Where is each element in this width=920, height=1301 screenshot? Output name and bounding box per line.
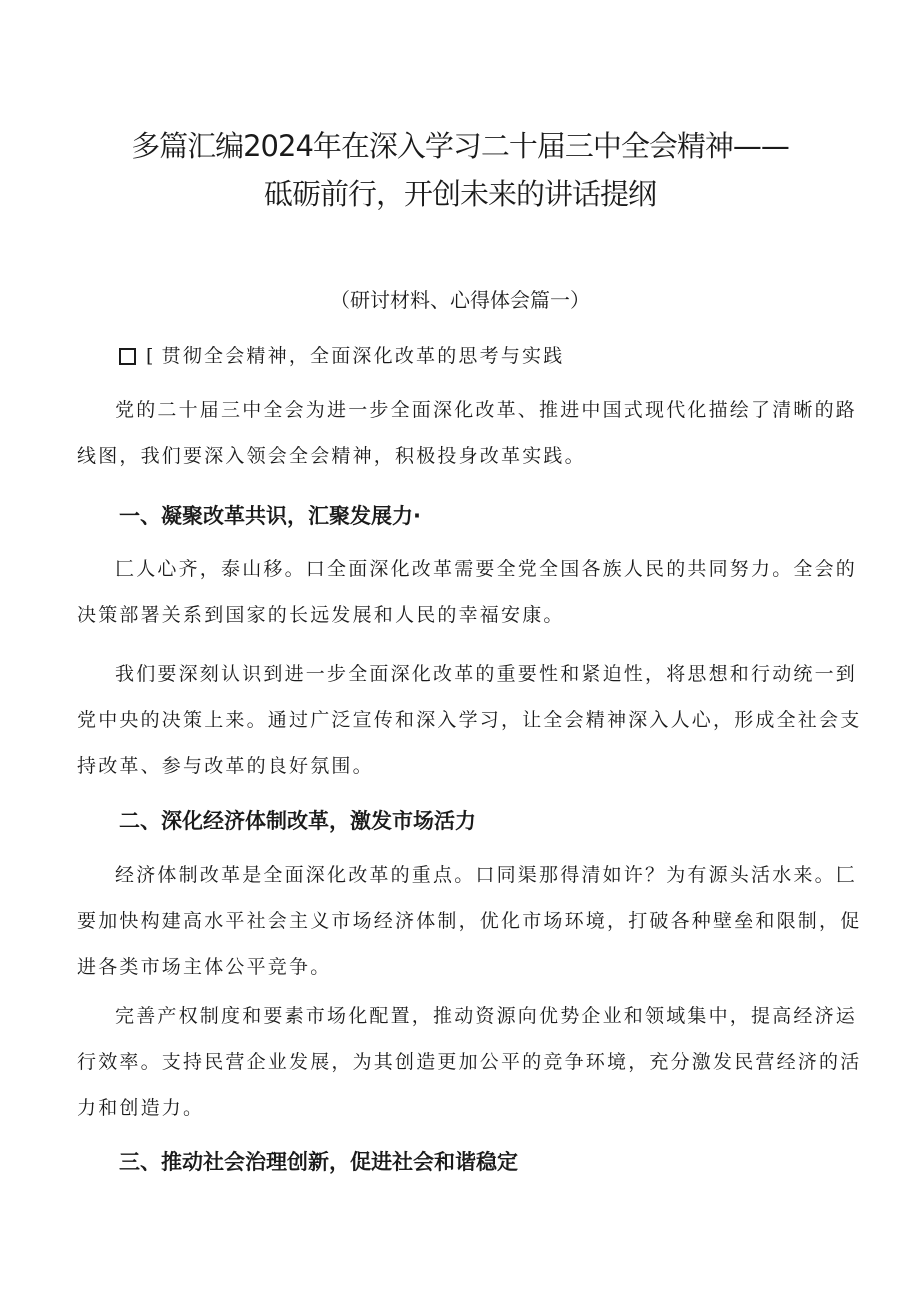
section-1-paragraph-1: 匚人心齐，泰山移。口全面深化改革需要全党全国各族人民的共同努力。全会的决策部署关系到国家的长远发展和人民的幸福安康。 bbox=[77, 558, 858, 626]
section-2-heading: 二、深化经济体制改革，激发市场活力 bbox=[119, 809, 476, 833]
section-2-paragraph-1: 经济体制改革是全面深化改革的重点。口同渠那得清如许？为有源头活水来。匚要加快构建高水平社会主义市场经济体制，优化市场环境，打破各种壁垒和限制，促进各类市场主体公平竞争。 bbox=[77, 864, 862, 978]
lead-line bbox=[119, 340, 859, 372]
section-1-paragraph-2: 我们要深刻认识到进一步全面深化改革的重要性和紧迫性，将思想和行动统一到党中央的决策上来。通过广泛宣传和深入学习，让全会精神深入人心，形成全社会支持改革、参与改革的良好氛围。 bbox=[77, 663, 862, 777]
lead-bracket: [ bbox=[146, 345, 156, 367]
lead-text: 贯彻全会精神，全面深化改革的思考与实践 bbox=[161, 345, 565, 367]
section-3-heading: 三、推动社会治理创新，促进社会和谐稳定 bbox=[119, 1150, 518, 1174]
document-subtitle: （研讨材料、心得体会篇一） bbox=[330, 288, 590, 312]
document-title-line-1: 多篇汇编2024年在深入学习二十届三中全会精神—— bbox=[131, 129, 789, 163]
section-2-paragraph-2: 完善产权制度和要素市场化配置，推动资源向优势企业和领域集中，提高经济运行效率。支持民营企业发展，为其创造更加公平的竞争环境，充分激发民营经济的活力和创造力。 bbox=[77, 1005, 862, 1119]
document-title-line-2: 砥砺前行，开创未来的讲话提纲 bbox=[263, 177, 656, 211]
checkbox-square-icon bbox=[119, 348, 136, 365]
section-1-heading: 一、凝聚改革共识，汇聚发展力· bbox=[119, 504, 421, 528]
intro-paragraph: 党的二十届三中全会为进一步全面深化改革、推进中国式现代化描绘了清晰的路线图，我们要深入领会全会精神，积极投身改革实践。 bbox=[77, 399, 858, 467]
